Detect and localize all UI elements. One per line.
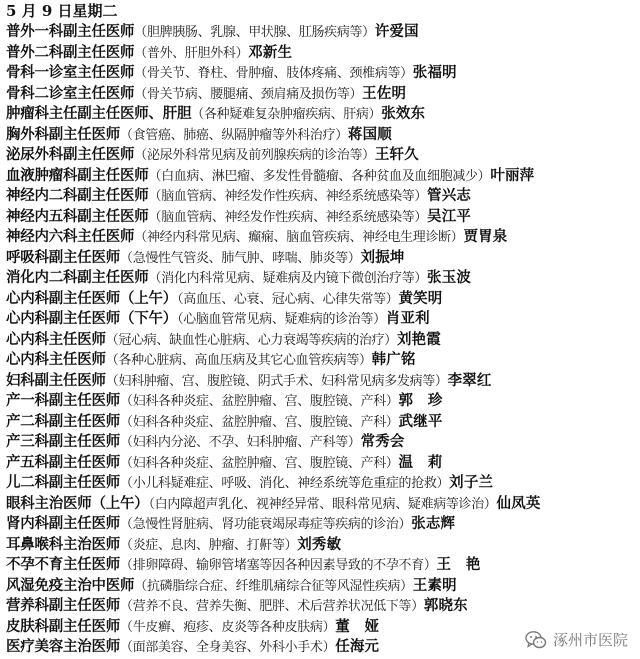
specialty-description: （白内障超声乳化、视神经异常、眼科常见病、疑难病等诊治） <box>148 496 497 512</box>
doctor-name: 吴江平 <box>427 208 472 225</box>
doctor-name: 刘子兰 <box>449 475 494 491</box>
specialty-description: （高血压、心衰、冠心病、心律失常等） <box>177 291 399 307</box>
specialty-description: （面部美容、全身美容、外科小手术） <box>120 640 336 655</box>
department-title: 心内科副主任医师（上午） <box>6 290 178 307</box>
schedule-row <box>6 268 634 289</box>
schedule-row <box>6 473 634 494</box>
specialty-description: （营养不良、营养失衡、肥胖、术后营养状况低下等） <box>120 599 424 614</box>
department-title: 胸外科副主任医师 <box>6 126 121 143</box>
department-title: 普外二科副主任医师 <box>6 44 135 61</box>
schedule-row <box>6 514 634 535</box>
specialty-description: （抗磷脂综合症、纤维肌痛综合征等风湿性疾病） <box>134 578 413 594</box>
specialty-description: （脑血管病、神经发作性疾病、神经系统感染等） <box>148 209 428 225</box>
schedule-row <box>6 22 634 43</box>
department-title: 儿二科副主任医师 <box>6 475 121 491</box>
doctor-name: 管兴志 <box>427 188 472 204</box>
doctor-name: 刘艳霞 <box>396 331 441 348</box>
doctor-name: 刘振坤 <box>360 249 405 266</box>
specialty-description: （泌尿外科常见病及前列腺疾病的诊治等） <box>134 148 375 163</box>
department-title: 产一科副主任医师 <box>6 393 121 409</box>
doctor-name: 郭晓东 <box>423 598 468 614</box>
department-title: 营养科副主任医师 <box>6 598 121 614</box>
schedule-row <box>6 412 634 433</box>
doctor-name: 张玉波 <box>427 270 472 286</box>
schedule-row <box>6 207 634 228</box>
specialty-description: （骨关节、脊柱、骨肿瘤、肢体疼痛、颈椎病等） <box>134 66 413 81</box>
doctor-name: 刘秀敏 <box>297 536 342 553</box>
department-title: 心内科主任医师 <box>6 331 106 348</box>
specialty-description: （消化内科常见病、疑难病及内镜下微创治疗等） <box>148 271 428 286</box>
department-title: 皮肤科副主任医师 <box>6 618 121 635</box>
doctor-name: 王佐明 <box>362 85 407 102</box>
schedule-row <box>6 289 634 310</box>
doctor-name: 温 莉 <box>398 454 443 471</box>
specialty-description: （排卵障碍、输卵管堵塞等因各种因素导致的不孕不育） <box>120 558 437 573</box>
schedule-row <box>6 104 634 125</box>
schedule-row <box>6 432 634 453</box>
doctor-name: 许爱国 <box>374 24 419 40</box>
doctor-name: 王素明 <box>412 577 457 594</box>
schedule-row <box>6 84 634 105</box>
date-heading: 5 月 9 日星期二 <box>6 2 118 20</box>
specialty-description: （普外、肝胆外科） <box>134 45 249 61</box>
department-title: 骨科一诊室主任医师 <box>6 65 135 81</box>
specialty-description: （妇科各种炎症、盆腔肿瘤、宫、腹腔镜、产科） <box>120 455 399 471</box>
department-title: 耳鼻喉科主治医师 <box>6 536 121 553</box>
department-title: 风湿免疫主治中医师 <box>6 577 135 594</box>
doctor-name: 武继平 <box>398 413 443 430</box>
department-title: 妇科副主任医师 <box>6 372 106 389</box>
specialty-description: （心脑血管常见病、疑难病的诊治等） <box>177 312 386 327</box>
watermark <box>525 629 628 650</box>
specialty-description: （炎症、息肉、肿瘤、打鼾等） <box>120 537 298 553</box>
schedule-row <box>6 125 634 146</box>
schedule-row <box>6 145 634 166</box>
doctor-name: 郭 珍 <box>398 393 443 409</box>
specialty-description: （妇科各种炎症、盆腔肿瘤、宫、腹腔镜、产科） <box>120 394 399 409</box>
doctor-name: 肖亚利 <box>385 311 430 327</box>
specialty-description: （急慢性肾脏病、肾功能衰竭尿毒症等疾病的诊治） <box>120 517 412 532</box>
schedule-row <box>6 555 634 576</box>
specialty-description: （各种心脏病、高血压病及其它心血管疾病等） <box>105 353 372 368</box>
schedule-row <box>6 371 634 392</box>
department-title: 神经内二科副主任医师 <box>6 188 149 204</box>
schedule-row <box>6 576 634 597</box>
specialty-description: （小儿科疑难症、呼吸、消化、神经系统等危重症的抢救） <box>120 476 450 491</box>
schedule-row <box>6 350 634 371</box>
doctor-name: 常秀会 <box>360 434 405 450</box>
doctor-name: 张志辉 <box>411 516 456 532</box>
schedule-row <box>6 309 634 330</box>
department-title: 肾内科副主任医师 <box>6 516 121 532</box>
specialty-description: （胆脾胰肠、乳腺、甲状腺、肛肠疾病等） <box>134 25 375 40</box>
department-title: 产二科副主任医师 <box>6 413 121 430</box>
doctor-name: 蒋国顺 <box>347 126 392 143</box>
doctor-name: 贾胃泉 <box>463 229 508 245</box>
doctor-name: 张福明 <box>412 65 457 81</box>
doctor-name: 王轩久 <box>374 147 419 163</box>
department-title: 泌尿外科副主任医师 <box>6 147 135 163</box>
department-title: 心内科主任医师 <box>6 352 106 368</box>
department-title: 骨科二诊室主任医师 <box>6 85 135 102</box>
department-title: 呼吸科副主任医师 <box>6 249 121 266</box>
schedule-row <box>6 63 634 84</box>
doctor-name: 韩广铭 <box>371 352 416 368</box>
department-title: 神经内五科副主任医师 <box>6 208 149 225</box>
doctor-name: 李翠红 <box>447 372 492 389</box>
doctor-name: 任海元 <box>335 639 380 655</box>
specialty-description: （冠心病、缺血性心脏病、心力衰竭等疾病的治疗） <box>105 332 397 348</box>
schedule-row <box>6 227 634 248</box>
schedule-row <box>6 186 634 207</box>
schedule-row <box>6 43 634 64</box>
specialty-description: （各种疑难复杂肿瘤疾病、肝病） <box>191 107 382 122</box>
schedule-row <box>6 535 634 556</box>
department-title: 心内科副主任医师（下午） <box>6 311 178 327</box>
department-title: 产五科副主任医师 <box>6 454 121 471</box>
doctor-name: 黄笑明 <box>398 290 443 307</box>
specialty-description: （牛皮癣、疱疹、皮炎等各种皮肤病） <box>120 619 336 635</box>
doctor-schedule-list <box>6 22 636 658</box>
schedule-row <box>6 330 634 351</box>
watermark-text: 涿州市医院 <box>552 631 628 649</box>
doctor-name: 叶丽萍 <box>490 167 535 184</box>
department-title: 眼科主治医师（上午） <box>6 495 149 512</box>
department-title: 消化内二科副主任医师 <box>6 270 149 286</box>
specialty-description: （急慢性气管炎、肺气肿、哮喘、肺炎等） <box>120 250 361 266</box>
schedule-row <box>6 453 634 474</box>
department-title: 肿瘤科主任副主任医师、肝胆 <box>6 106 192 122</box>
specialty-description: （白血病、淋巴瘤、多发性骨髓瘤、各种贫血及血细胞减少） <box>148 168 491 184</box>
schedule-row <box>6 391 634 412</box>
doctor-name: 邓新生 <box>248 44 293 61</box>
schedule-row <box>6 248 634 269</box>
specialty-description: （妇科各种炎症、盆腔肿瘤、宫、腹腔镜、产科） <box>120 414 399 430</box>
doctor-name: 张效东 <box>381 106 426 122</box>
schedule-row <box>6 494 634 515</box>
department-title: 不孕不育主任医师 <box>6 557 121 573</box>
schedule-row <box>6 596 634 617</box>
wechat-icon <box>525 630 547 650</box>
specialty-description: （食管癌、肺癌、纵隔肿瘤等外科治疗） <box>120 127 348 143</box>
department-title: 医疗美容主治医师 <box>6 639 121 655</box>
specialty-description: （妇科内分泌、不孕、妇科肿瘤、产科等） <box>120 435 361 450</box>
specialty-description: （妇科肿瘤、宫、腹腔镜、阴式手术、妇科常见病多发病等） <box>105 373 448 389</box>
specialty-description: （骨关节病、腰腿痛、颈肩痛及损伤等） <box>134 86 363 102</box>
schedule-row <box>6 166 634 187</box>
department-title: 普外一科副主任医师 <box>6 24 135 40</box>
department-title: 产三科副主任医师 <box>6 434 121 450</box>
doctor-name: 仙凤英 <box>496 495 541 512</box>
specialty-description: （脑血管病、神经发作性疾病、神经系统感染等） <box>148 189 428 204</box>
doctor-name: 王 艳 <box>436 557 481 573</box>
department-title: 血液肿瘤科副主任医师 <box>6 167 149 184</box>
doctor-name: 董 娅 <box>335 618 380 635</box>
specialty-description: （神经内科常见病、癫痫、脑血管疾病、神经电生理诊断） <box>134 230 464 245</box>
department-title: 神经内六科主任医师 <box>6 229 135 245</box>
